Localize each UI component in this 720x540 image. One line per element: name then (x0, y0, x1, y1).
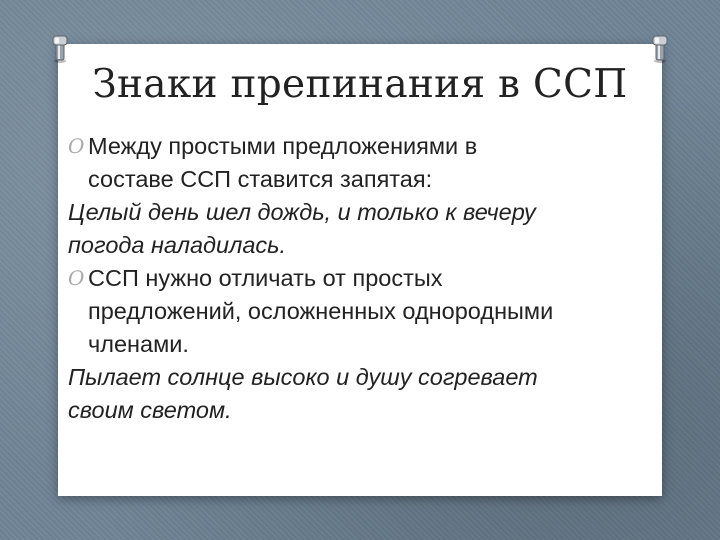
bullet-line: ССП нужно отличать от простых (88, 265, 443, 291)
pushpin-icon (50, 34, 70, 64)
example-sentence (68, 196, 658, 262)
bullet-item (68, 262, 658, 361)
example-line: погода наладилась. (68, 232, 287, 258)
example-sentence (68, 361, 658, 427)
bullet-item (68, 130, 658, 196)
slide-body (68, 130, 658, 427)
bullet-marker-icon: O (68, 134, 85, 158)
example-line: Целый день шел дождь, и только к вечеру (68, 199, 536, 225)
example-line: Пылает солнце высоко и душу согревает (68, 364, 538, 390)
slide-title: Знаки препинания в ССП (92, 62, 628, 107)
bullet-line: предложений, осложненных однородными (88, 298, 554, 324)
bullet-line: составе ССП ставится запятая: (88, 166, 433, 192)
bullet-line: членами. (88, 331, 189, 357)
pushpin-icon (650, 34, 670, 64)
bullet-marker-icon: O (68, 266, 85, 290)
bullet-line: Между простыми предложениями в (88, 133, 478, 159)
example-line: своим светом. (68, 397, 232, 423)
